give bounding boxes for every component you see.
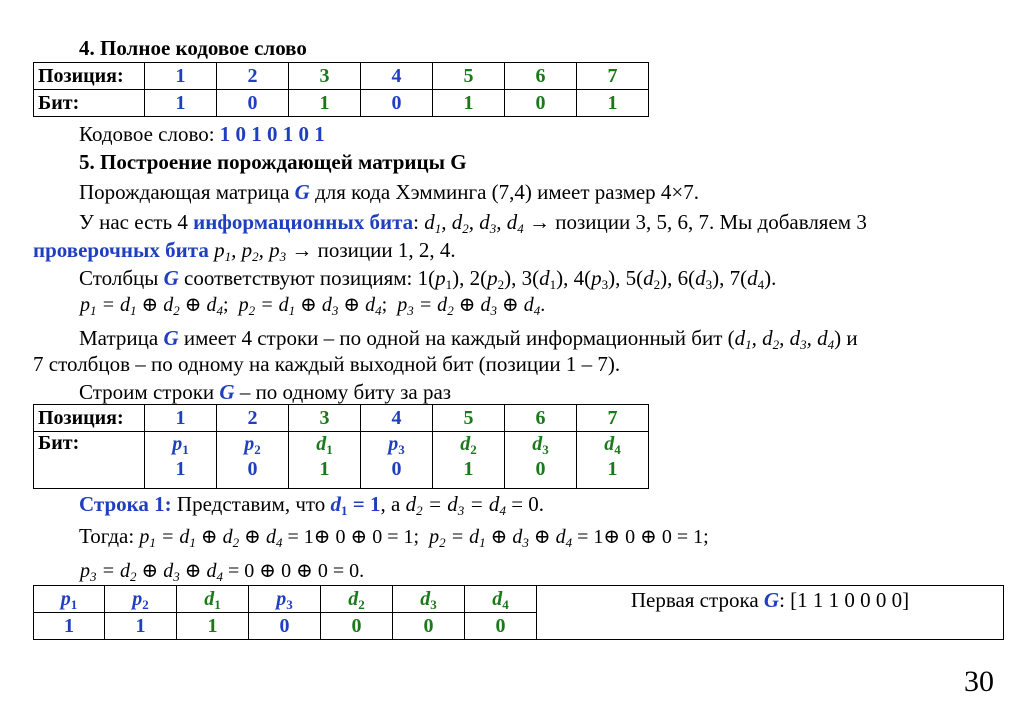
bit-value: 1 xyxy=(175,458,186,480)
then-line xyxy=(79,524,709,549)
generator-column-table xyxy=(33,404,649,489)
text: соответствуют позициям: xyxy=(178,266,418,290)
then-formulas: $p_1 = d_1$ ⊕ $d_2$ ⊕ $d_4$ = 1⊕ 0 ⊕ 0 = 1; $p_2 = d_1$ ⊕ $d_3$ ⊕ $d_4$ = 1⊕ 0 ⊕ 0 = 1; xyxy=(139,526,709,550)
position-cell: 2 xyxy=(217,63,289,90)
position-cell: 3 xyxy=(289,405,361,432)
matrix-symbol: G xyxy=(294,180,310,204)
var-name: p xyxy=(244,433,255,455)
position-cell: 3 xyxy=(289,63,361,90)
d-list: $d_1$, $d_2$, $d_3$, $d_4$ xyxy=(424,210,524,236)
text: для кода Хэмминга (7,4) имеет размер 4×7. xyxy=(309,180,700,204)
bit-cell xyxy=(289,432,361,489)
header-cell: $d_2$ xyxy=(321,586,393,613)
paragraph-line xyxy=(79,210,867,234)
position-cell: 1 xyxy=(145,63,217,90)
text: , а xyxy=(380,492,406,516)
bit-cell xyxy=(577,432,649,489)
bit-label: Бит: xyxy=(34,432,145,489)
paragraph-line xyxy=(79,380,451,404)
text: Первая строка xyxy=(630,588,764,612)
header-cell: $d_4$ xyxy=(465,586,537,613)
position-cell: 5 xyxy=(433,63,505,90)
table-row xyxy=(34,405,649,432)
p-list: $p_1$, $p_2$, $p_3$ xyxy=(214,238,287,264)
bit-cell: 0 xyxy=(505,90,577,117)
text: Матрица xyxy=(79,326,164,350)
text: – по одному биту за раз xyxy=(234,380,452,404)
paragraph-line xyxy=(79,266,776,290)
text: Столбцы xyxy=(79,266,164,290)
section4-heading: 4. Полное кодовое слово xyxy=(79,36,307,60)
codeword-table xyxy=(33,62,649,117)
var-sub: 2 xyxy=(470,442,477,457)
bit-cell: 0 xyxy=(361,90,433,117)
info-bits-term: информационных бита xyxy=(193,210,414,234)
parity-formulas: $p_1 = d_1$ ⊕ $d_2$ ⊕ $d_4$; $p_2 = d_1$ ⊕ $d_3$ ⊕ $d_4$; $p_3 = d_2$ ⊕ $d_3$ ⊕ $d_4$. xyxy=(80,294,546,318)
codeword-line xyxy=(79,122,325,146)
paragraph-line xyxy=(79,326,858,350)
table-row xyxy=(34,90,649,117)
matrix-symbol: G xyxy=(763,588,780,612)
text: → позиции 3, 5, 6, 7. Мы добавляем 3 xyxy=(523,210,867,234)
position-cell: 5 xyxy=(433,405,505,432)
bit-value: 1 xyxy=(319,458,330,480)
text: имеет 4 строки – по одной на каждый информационный бит ( xyxy=(178,326,735,350)
var-name: d xyxy=(460,433,471,455)
codeword-value: 1 0 1 0 1 0 1 xyxy=(219,122,325,146)
var-sub: 1 xyxy=(326,442,333,457)
bit-cell: 1 xyxy=(433,90,505,117)
var-sub: 3 xyxy=(398,442,405,457)
position-cell: 6 xyxy=(505,63,577,90)
bit-cell: 1 xyxy=(577,90,649,117)
position-cell: 1 xyxy=(145,405,217,432)
var-sub: 3 xyxy=(542,442,549,457)
bit-value: 0 xyxy=(247,458,258,480)
bit-cell: 1 xyxy=(145,90,217,117)
table-row xyxy=(34,63,649,90)
column-mapping: $1(p_1)$, $2(p_2)$, $3(d_1)$, $4(p_3)$, $5(d_2)$, $6(d_3)$, $7(d_4)$. xyxy=(417,266,777,292)
position-label: Позиция: xyxy=(34,63,145,90)
var-name: d xyxy=(604,433,615,455)
header-cell: $p_3$ xyxy=(249,586,321,613)
paragraph-line: 7 столбцов – по одному на каждый выходной бит (позиции 1 – 7). xyxy=(33,352,621,376)
value-cell: 0 xyxy=(321,613,393,640)
value-cell: 1 xyxy=(105,613,177,640)
position-cell: 4 xyxy=(361,63,433,90)
text: = 1 xyxy=(347,492,381,516)
header-cell: $d_1$ xyxy=(177,586,249,613)
table-row xyxy=(34,432,649,489)
bit-value: 0 xyxy=(391,458,402,480)
var-sub: 1 xyxy=(341,503,348,518)
bit-cell xyxy=(145,432,217,489)
position-cell: 2 xyxy=(217,405,289,432)
bit-label: Бит: xyxy=(34,90,145,117)
then-label: Тогда: xyxy=(79,524,140,548)
first-row-result xyxy=(537,586,1004,640)
text: Представим, что xyxy=(171,492,331,516)
var-sub: 4 xyxy=(614,442,621,457)
value-cell: 0 xyxy=(465,613,537,640)
text: Строим строки xyxy=(79,380,220,404)
var-sub: 2 xyxy=(254,442,261,457)
bit-cell xyxy=(505,432,577,489)
var-sub: 1 xyxy=(182,442,189,457)
var-name: p xyxy=(172,433,183,455)
matrix-symbol: G xyxy=(219,380,235,404)
value-cell: 0 xyxy=(249,613,321,640)
header-cell: $p_2$ xyxy=(105,586,177,613)
position-label: Позиция: xyxy=(34,405,145,432)
text: У нас есть 4 xyxy=(79,210,194,234)
value-cell: 1 xyxy=(177,613,249,640)
bit-cell xyxy=(217,432,289,489)
value-cell: 0 xyxy=(393,613,465,640)
bit-cell xyxy=(361,432,433,489)
page-number: 30 xyxy=(964,665,994,698)
first-row-table xyxy=(33,585,1004,640)
bit-value: 0 xyxy=(535,458,546,480)
text: → позиции 1, 2, 4. xyxy=(286,238,456,262)
matrix-symbol: G xyxy=(163,326,179,350)
d-list: $d_1$, $d_2$, $d_3$, $d_4$ xyxy=(734,326,835,352)
position-cell: 7 xyxy=(577,63,649,90)
bit-value: 1 xyxy=(463,458,474,480)
table-row xyxy=(34,586,1004,613)
paragraph-line xyxy=(33,238,456,262)
check-bits-term: проверочных бита xyxy=(33,238,209,262)
text: = 0. xyxy=(505,492,545,516)
d-equality: $d_2 = d_3 = d_4$ xyxy=(405,492,506,518)
bit-value: 1 xyxy=(607,458,618,480)
text: : [1 1 1 0 0 0 0] xyxy=(779,588,910,612)
section5-heading: 5. Построение порождающей матрицы G xyxy=(79,150,467,174)
position-cell: 6 xyxy=(505,405,577,432)
var-name: d xyxy=(532,433,543,455)
row1-label: Строка 1: xyxy=(79,492,172,516)
row1-statement xyxy=(79,492,544,516)
paragraph-line xyxy=(79,180,699,204)
bit-cell: 1 xyxy=(289,90,361,117)
var-name: d xyxy=(330,492,342,516)
bit-cell xyxy=(433,432,505,489)
text: : xyxy=(413,210,425,234)
position-cell: 7 xyxy=(577,405,649,432)
text: Порождающая матрица xyxy=(79,180,295,204)
p3-formula: $p_3 = d_2$ ⊕ $d_3$ ⊕ $d_4 = 0$ ⊕ 0 ⊕ 0 = 0. xyxy=(80,560,365,584)
text: ) и xyxy=(834,326,858,350)
header-cell: $p_1$ xyxy=(34,586,105,613)
value-cell: 1 xyxy=(34,613,105,640)
header-cell: $d_3$ xyxy=(393,586,465,613)
matrix-symbol: G xyxy=(163,266,179,290)
codeword-label: Кодовое слово: xyxy=(79,122,220,146)
var-name: p xyxy=(388,433,399,455)
var-name: d xyxy=(316,433,327,455)
position-cell: 4 xyxy=(361,405,433,432)
bit-cell: 0 xyxy=(217,90,289,117)
